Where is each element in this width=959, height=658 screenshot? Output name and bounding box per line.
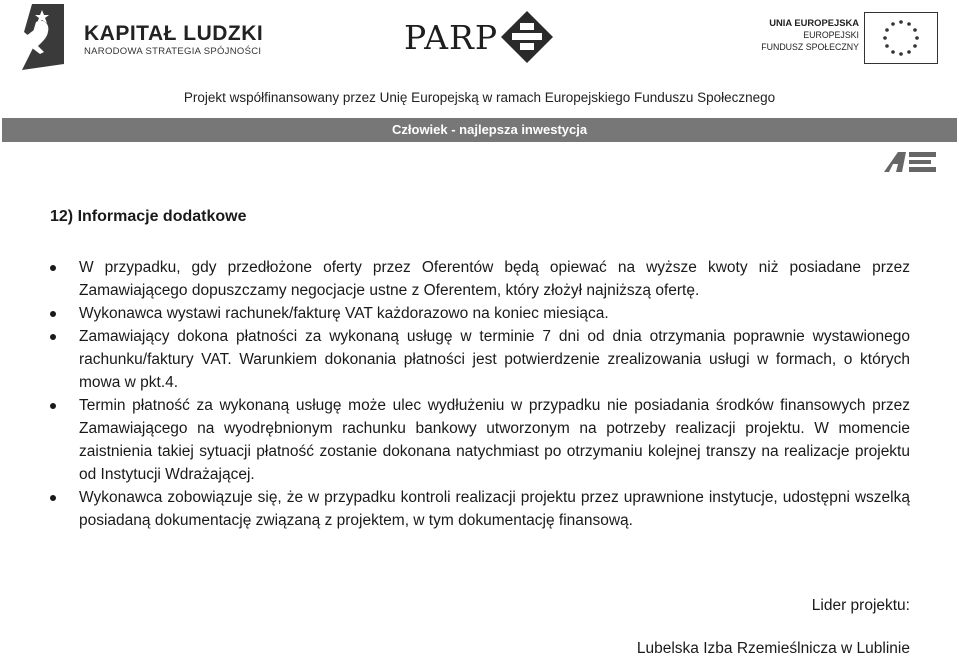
slogan-text: Człowiek - najlepsza inwestycja bbox=[392, 122, 588, 137]
slogan-band bbox=[2, 118, 957, 142]
list-item-text: W przypadku, gdy przedłożone oferty przez Oferentów będą opiewać na wyższe kwoty niż posiadane przez Zamawiającego dopuszczamy negocjacje ustne z Oferentem, który złożył najniższą ofertę. bbox=[79, 259, 910, 299]
bullet-icon bbox=[50, 265, 56, 271]
eu-text bbox=[761, 17, 859, 53]
signer-organization: Lubelska Izba Rzemieślnicza w Lublinie bbox=[636, 640, 910, 657]
eu-line-2: EUROPEJSKI bbox=[803, 30, 859, 40]
kapital-ludzki-title: KAPITAŁ LUDZKI bbox=[84, 22, 264, 45]
bullet-icon bbox=[50, 334, 56, 340]
list-item-text: Wykonawca zobowiązuje się, że w przypadku kontroli realizacji projektu przez uprawnione instytucje, udostępni wszelką posiadaną dokumentację związaną z projektem, w tym dokumentację finansową. bbox=[79, 489, 910, 529]
list-item-text: Zamawiający dokona płatności za wykonaną usługę w terminie 7 dni od dnia otrzymania poprawnie wystawionego rachunku/faktury VAT. Warunkiem dokonania płatności jest potwierdzenie zrealizowania usługi w formach, o których mowa w pkt.4. bbox=[79, 328, 910, 391]
bullet-icon bbox=[50, 403, 56, 409]
kapital-ludzki-subtitle: NARODOWA STRATEGIA SPÓJNOŚCI bbox=[84, 46, 262, 57]
parp-name: PARP bbox=[404, 18, 499, 57]
list-item bbox=[50, 486, 910, 532]
eu-line-3: FUNDUSZ SPOŁECZNY bbox=[761, 42, 859, 52]
ae-logo-icon bbox=[884, 152, 936, 172]
list-item-text: Wykonawca wystawi rachunek/fakturę VAT każdorazowo na koniec miesiąca. bbox=[79, 305, 609, 322]
list-item bbox=[50, 302, 910, 325]
document-content bbox=[50, 205, 910, 532]
kapital-ludzki-logo bbox=[14, 2, 264, 74]
eu-logo bbox=[754, 12, 939, 64]
cofinancing-statement: Projekt współfinansowany przez Unię Europejską w ramach Europejskiego Funduszu Społecznego bbox=[183, 90, 776, 105]
bullet-icon bbox=[50, 311, 56, 317]
list-item bbox=[50, 325, 910, 394]
bullet-icon bbox=[50, 495, 56, 501]
list-item bbox=[50, 394, 910, 486]
list-item-text: Termin płatność za wykonaną usługę może ulec wydłużeniu w przypadku nie posiadania środków finansowych przez Zamawiającego na wyodrębnionym rachunku bankowy utworzonym na potrzeby realizacji projektu. W momencie zaistnienia takiej sytuacji płatność zostanie dokonana natychmiast po otrzymaniu kolejnej transzy na realizacje projektu od Instytucji Wdrażającej. bbox=[79, 397, 910, 483]
parp-diamond-icon bbox=[500, 10, 554, 64]
section-heading: 12) Informacje dodatkowe bbox=[50, 208, 247, 225]
info-list bbox=[50, 256, 910, 532]
signer-role: Lider projektu: bbox=[811, 597, 910, 614]
eu-line-1: UNIA EUROPEJSKA bbox=[769, 17, 859, 28]
eu-flag-icon bbox=[864, 12, 938, 64]
kapital-ludzki-emblem-icon bbox=[14, 2, 70, 72]
list-item bbox=[50, 256, 910, 302]
parp-logo bbox=[404, 8, 564, 68]
